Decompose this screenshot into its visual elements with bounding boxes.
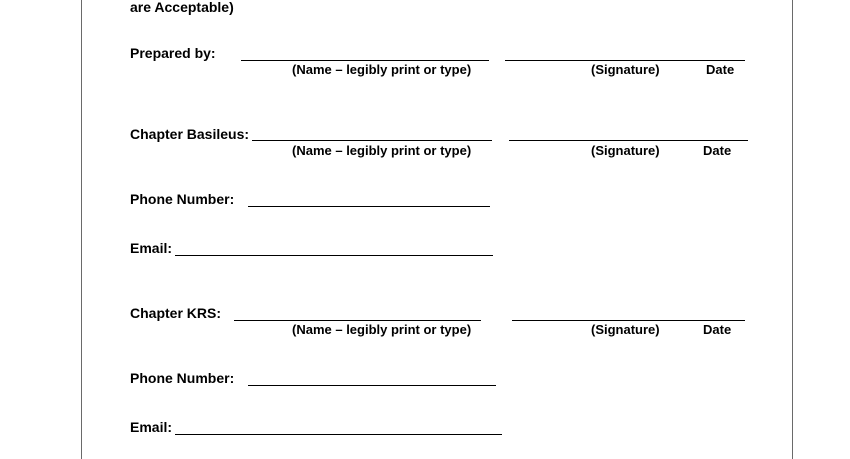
chapter-krs-name-caption: (Name – legibly print or type) <box>292 322 472 337</box>
chapter-basileus-email-label: Email: <box>130 240 173 256</box>
prepared-by-name-field[interactable] <box>241 60 489 61</box>
chapter-basileus-signature-field[interactable] <box>509 140 748 141</box>
prepared-by-signature-caption: (Signature) <box>591 62 660 77</box>
chapter-krs-email-label: Email: <box>130 419 173 435</box>
chapter-basileus-phone-field[interactable] <box>248 206 490 207</box>
chapter-krs-signature-caption: (Signature) <box>591 322 660 337</box>
chapter-krs-date-caption: Date <box>703 322 732 337</box>
chapter-basileus-label: Chapter Basileus: <box>130 126 250 142</box>
chapter-basileus-phone-label: Phone Number: <box>130 191 235 207</box>
chapter-basileus-name-field[interactable] <box>252 140 492 141</box>
chapter-krs-email-field[interactable] <box>175 434 502 435</box>
chapter-krs-signature-field[interactable] <box>512 320 745 321</box>
chapter-krs-label: Chapter KRS: <box>130 305 222 321</box>
chapter-basileus-name-caption: (Name – legibly print or type) <box>292 143 472 158</box>
page-border-right <box>792 0 793 459</box>
chapter-basileus-signature-caption: (Signature) <box>591 143 660 158</box>
chapter-krs-phone-label: Phone Number: <box>130 370 235 386</box>
chapter-basileus-email-field[interactable] <box>175 255 493 256</box>
header-continued-text: are Acceptable) <box>130 0 234 15</box>
chapter-krs-name-field[interactable] <box>234 320 481 321</box>
prepared-by-name-caption: (Name – legibly print or type) <box>292 62 472 77</box>
prepared-by-label: Prepared by: <box>130 45 216 61</box>
chapter-krs-phone-field[interactable] <box>248 385 496 386</box>
chapter-basileus-date-caption: Date <box>703 143 732 158</box>
prepared-by-date-caption: Date <box>706 62 735 77</box>
page-border-left <box>81 0 82 459</box>
prepared-by-signature-field[interactable] <box>505 60 745 61</box>
